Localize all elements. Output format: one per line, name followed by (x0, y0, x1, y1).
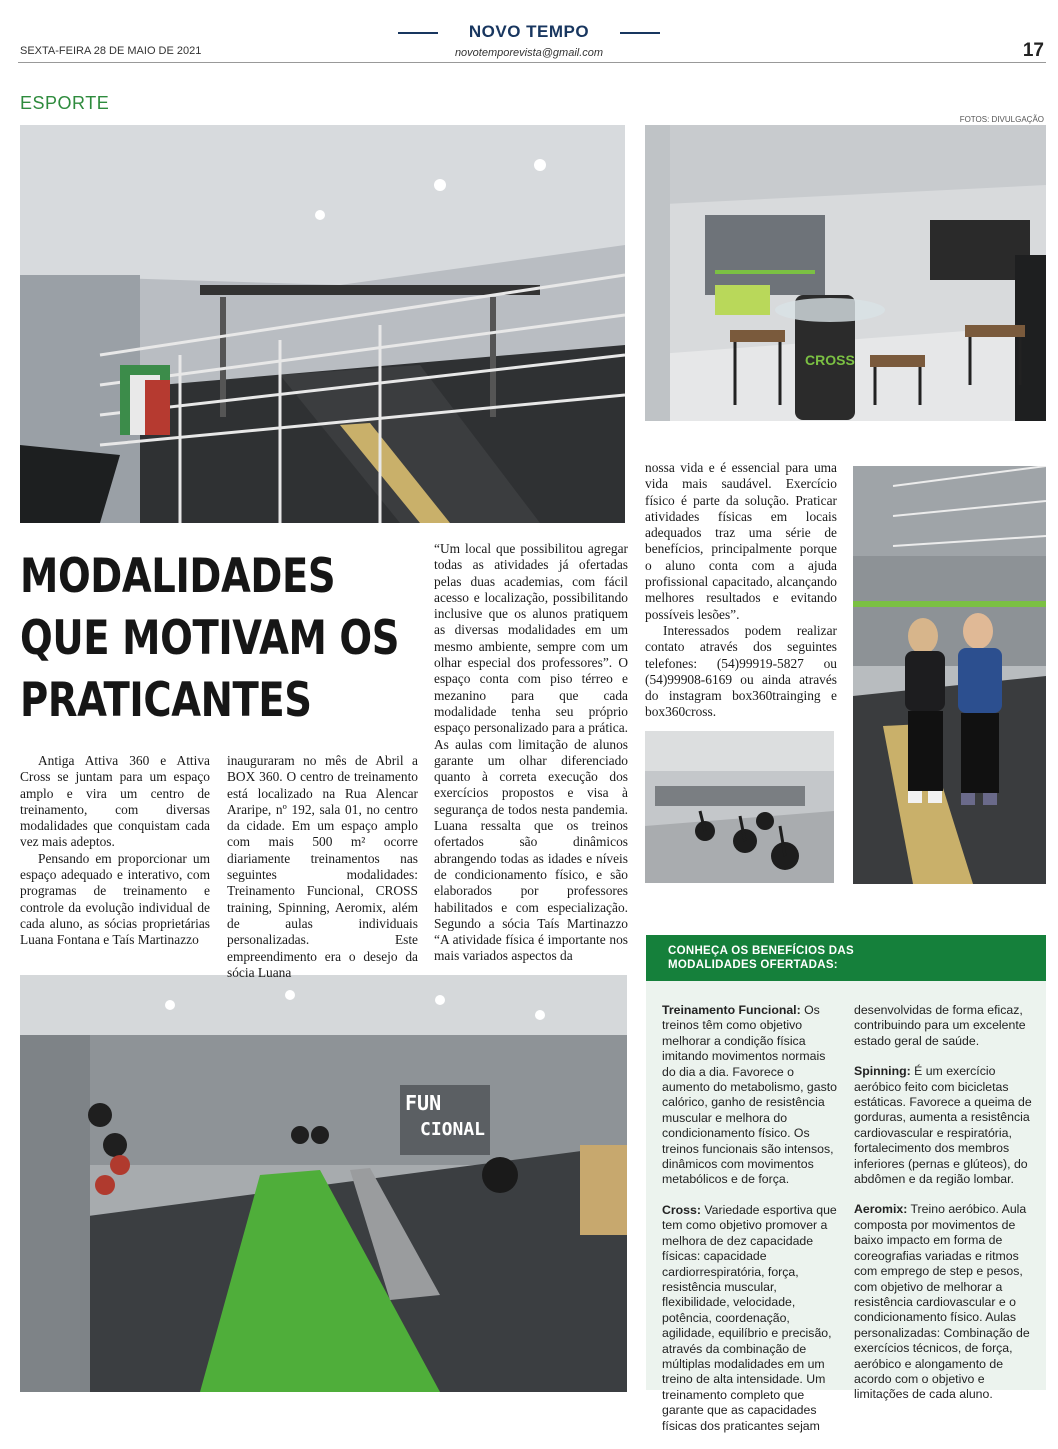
article-column-2 (227, 753, 418, 981)
benefit-cross (662, 1203, 840, 1434)
benefits-heading-line-2: MODALIDADES OFERTADAS: (668, 959, 838, 971)
photo-spinning (645, 731, 834, 883)
benefit-funcional (662, 1003, 840, 1188)
photo-lounge (645, 125, 1046, 421)
article-headline (20, 546, 422, 732)
photo-owners (853, 466, 1046, 884)
benefits-column-left (662, 1003, 840, 1449)
benefit-funcional-title: Treinamento Funcional: (662, 1003, 801, 1017)
masthead-rule-left (398, 32, 438, 34)
page-number: 17 (1022, 40, 1044, 61)
wall-text-cional: CIONAL (420, 1119, 486, 1140)
wall-text-fun: FUN (405, 1091, 442, 1115)
headline-line-3: PRATICANTES (20, 673, 312, 728)
column-4-paragraph-1: nossa vida e é essencial para uma vida mais saudável. Exercício físico é parte da solução. Praticar atividades físicas em locais adequados traz uma série de benefícios, principalmente porque o aluno conta com a ajuda profissional capacitado, alcançando melhores resultados e evitando possíveis lesões”. (645, 460, 837, 622)
benefit-spinning (854, 1064, 1034, 1187)
benefit-cross-title: Cross: (662, 1202, 701, 1217)
column-2-paragraph-1: inauguraram no mês de Abril a BOX 360. O centro de treinamento está localizado na Rua Alencar Araripe, nº 192, sala 01, no centro da cidade. Em um espaço amplo com mais 500 m² ocorre diariamente treinamentos nas seguintes modalidades: Treinamento Funcional, CROSS training, Spinning, Aeromix, além de aulas individuais personalizadas. Este empreendimento era o desejo da sócia Luana (227, 753, 418, 980)
benefit-spinning-text: É um exercício aeróbico feito com bicicletas estáticas. Favorece a queima de gorduras, aumenta a resistência cardiovascular e respiratória, fortalecimento dos membros inferiores (pernas e glúteos), do abdômen e da região lombar. (854, 1064, 1032, 1187)
benefit-cross-continued-text: desenvolvidas de forma eficaz, contribuindo para um excelente estado geral de saúde. (854, 1003, 1026, 1048)
article-column-4 (645, 460, 837, 721)
headline-line-1: MODALIDADES (20, 549, 336, 604)
column-3-paragraph-1: “Um local que possibilitou agregar todas as atividades já ofertadas pelas duas academias, com fácil acesso e localização, possibilitando inclusive que os alunos pratiquem as diversas modalidades em um mesmo ambiente, sempre com um olhar especial dos professores”. O espaço conta com piso térreo e mezanino para que cada modalidade tenha seu próprio espaço personalizado para a prática. As aulas com limitação de alunos garante um olhar diferenciado quanto à correta execução dos exercícios propostos e visa à segurança de todos nesta pandemia. Luana ressalta que os treinos ofertados são dinâmicos abrangendo todas as idades e níveis de condicionamento físico, e são elaborados por professores habilitados e com especialização. Segundo a sócia Taís Martinazzo “A atividade física é importante nos mais variados aspectos da (434, 541, 628, 964)
benefit-cross-text: Variedade esportiva que tem como objetivo promover a melhora de dez capacidade físicas: capacidade cardiorrespiratória, força, resistência muscular, flexibilidade, velocidade, potência, coordenação, agilidade, equilíbrio e precisão, através da combinação de múltiplas modalidades em um treino de alta intensidade. Um treinamento completo que garante que as capacidades físicas dos praticantes sejam (662, 1202, 837, 1433)
masthead-rule-right (620, 32, 660, 34)
benefit-spinning-title: Spinning: (854, 1064, 911, 1079)
benefit-aeromix-text: Treino aeróbico. Aula composta por movimentos de baixo impacto em forma de coreografias variadas e ritmos com emprego de step e pesos, com objetivo de melhorar a resistência cardiovascular e o condicionamento físico. Aulas personalizadas: Combinação de exercícios técnicos, de força, aeróbico e alongamento de acordo com o objetivo e limitações de cada aluno. (854, 1202, 1030, 1402)
benefit-aeromix-title: Aeromix: (854, 1202, 908, 1217)
section-label: ESPORTE (20, 93, 110, 113)
issue-date: SEXTA-FEIRA 28 DE MAIO DE 2021 (20, 45, 202, 57)
photo-mezzanine (20, 125, 625, 523)
article-column-3 (434, 541, 628, 965)
benefit-aeromix (854, 1202, 1034, 1402)
article-column-1 (20, 753, 210, 949)
benefits-heading-line-1: CONHEÇA OS BENEFÍCIOS DAS (668, 945, 854, 957)
header-rule (18, 62, 1046, 63)
barrel-text: CROSS (805, 352, 855, 368)
masthead-email[interactable]: novotemporevista@gmail.com (454, 47, 604, 59)
column-4-paragraph-2: Interessados podem realizar contato através dos seguintes telefones: (54)99919-5827 ou (54)99908-6169 ou ainda através do instagram box360trainging e box360cross. (645, 622, 837, 720)
photo-credit: FOTOS: DIVULGAÇÃO (959, 115, 1044, 124)
masthead: NOVO TEMPO (468, 22, 590, 41)
benefits-column-right (854, 1003, 1034, 1418)
benefits-heading (668, 944, 1028, 972)
headline-line-2: QUE MOTIVAM OS (20, 611, 400, 666)
column-1-paragraph-2: Pensando em proporcionar um espaço adequado e interativo, com programas de treinamento e controle da evolução individual de cada aluno, as sócias proprietárias Luana Fontana e Taís Martinazzo (20, 850, 210, 948)
photo-functional (20, 975, 627, 1392)
benefit-funcional-text: Os treinos têm como objetivo melhorar a condição física imitando movimentos normais do dia a dia. Favorece o aumento do metabolismo, gasto calórico, ganho de resistência muscular e melhora do condicionamento físico. Os treinos funcionais são intensos, dinâmicos com movimentos metabólicos e de força. (662, 1003, 837, 1187)
column-1-paragraph-1: Antiga Attiva 360 e Attiva Cross se juntam para um espaço amplo e vira um centro de treinamento, com diversas modalidades que conquistam cada vez mais adeptos. (20, 753, 210, 850)
benefit-cross-continued (854, 1003, 1034, 1049)
